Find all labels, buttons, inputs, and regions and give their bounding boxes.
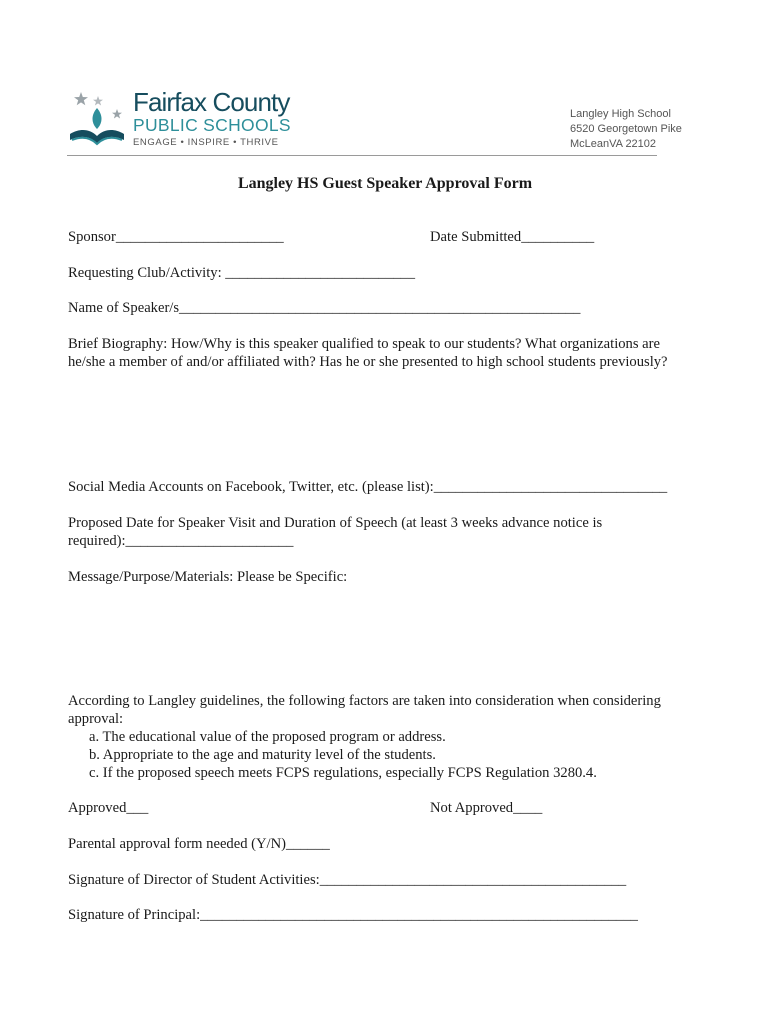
biography-prompt-line2: he/she a member of and/or affiliated with? Has he or she presented to high school students previously? <box>68 354 668 370</box>
list-item: c. If the proposed speech meets FCPS regulations, especially FCPS Regulation 3280.4. <box>89 765 597 781</box>
org-name: Fairfax County <box>133 87 290 117</box>
factors-list <box>68 728 597 782</box>
director-signature-field[interactable]: Signature of Director of Student Activities:__________________________________________ <box>68 872 627 888</box>
guidelines-intro-line1: According to Langley guidelines, the following factors are taken into consideration when considering <box>68 693 661 709</box>
form-title: Langley HS Guest Speaker Approval Form <box>237 175 533 192</box>
social-media-field[interactable]: Social Media Accounts on Facebook, Twitter, etc. (please list):________________________________ <box>68 479 668 495</box>
school-address <box>570 107 682 152</box>
biography-prompt-line1: Brief Biography: How/Why is this speaker qualified to speak to our students? What organizations are <box>68 336 660 352</box>
approved-field[interactable]: Approved___ <box>68 800 149 816</box>
org-tagline: ENGAGE • INSPIRE • THRIVE <box>133 137 279 148</box>
school-name: Langley High School <box>570 108 671 120</box>
school-street: 6520 Georgetown Pike <box>570 123 682 135</box>
proposed-date-field[interactable]: required):_______________________ <box>68 533 294 549</box>
date-submitted-field[interactable]: Date Submitted__________ <box>430 229 595 245</box>
list-item: a. The educational value of the proposed program or address. <box>89 729 446 745</box>
header-divider <box>67 155 657 156</box>
proposed-date-prompt: Proposed Date for Speaker Visit and Duration of Speech (at least 3 weeks advance notice is <box>68 515 603 531</box>
org-subname: PUBLIC SCHOOLS <box>133 115 291 135</box>
not-approved-field[interactable]: Not Approved____ <box>430 800 543 816</box>
principal-signature-field[interactable]: Signature of Principal:____________________________________________________________ <box>68 907 638 923</box>
speaker-name-field[interactable]: Name of Speaker/s_______________________________________________________ <box>68 300 581 316</box>
book-star-emblem-icon <box>64 88 130 150</box>
school-city: McLeanVA 22102 <box>570 138 657 150</box>
fcps-logo <box>64 88 304 150</box>
guidelines-intro-line2: approval: <box>68 711 124 727</box>
sponsor-field[interactable]: Sponsor_______________________ <box>68 229 284 245</box>
message-purpose-prompt: Message/Purpose/Materials: Please be Specific: <box>68 569 348 585</box>
requesting-club-field[interactable]: Requesting Club/Activity: __________________________ <box>68 265 416 281</box>
list-item: b. Appropriate to the age and maturity level of the students. <box>89 747 436 763</box>
parental-approval-field[interactable]: Parental approval form needed (Y/N)______ <box>68 836 330 852</box>
